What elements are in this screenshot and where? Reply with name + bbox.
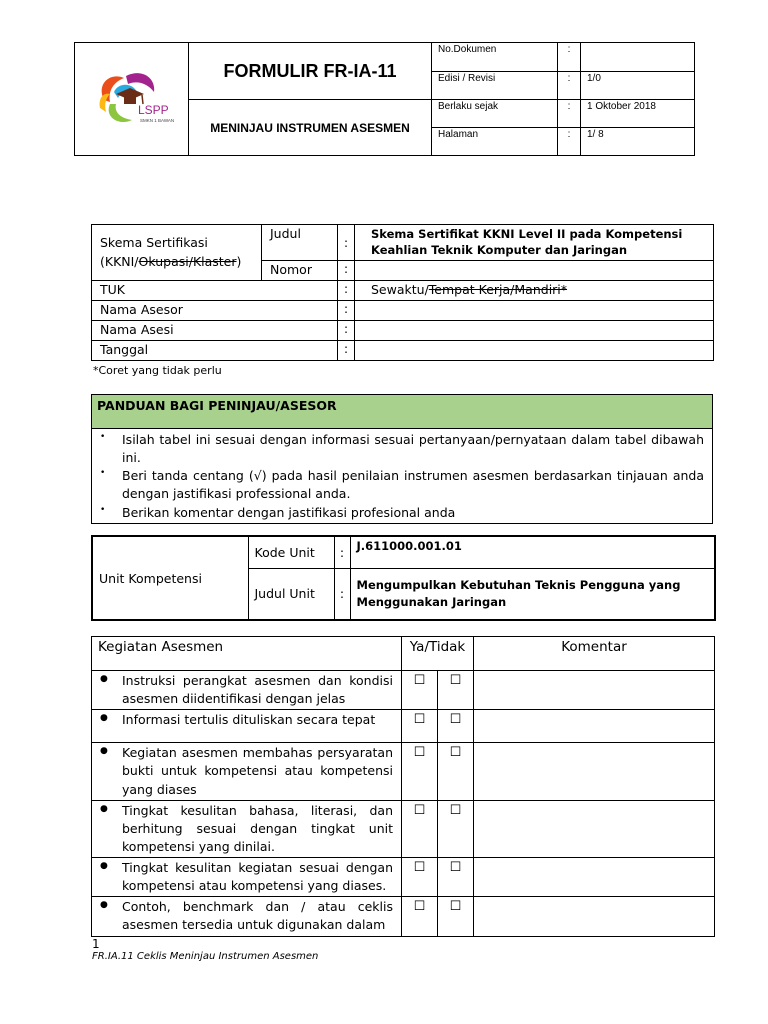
panduan-item: • Beri tanda centang (√) pada hasil penilaian instrumen asesmen berdasarkan tinjauan anda dengan jastifikasi professional anda. (100, 467, 704, 503)
skema-suffix: ) (236, 253, 242, 269)
ya-checkbox[interactable]: ☐ (402, 858, 438, 897)
unit-kompetensi-table (91, 535, 716, 621)
skema-struck: Okupasi/Klaster (138, 253, 237, 269)
col-ya-tidak: Ya/Tidak (402, 637, 474, 671)
skema-prefix: (KKNI/ (100, 253, 139, 269)
tidak-checkbox[interactable]: ☐ (438, 800, 474, 857)
header-colon: : (558, 100, 581, 128)
colon: : (334, 568, 350, 620)
header-value: 1/ 8 (581, 128, 695, 156)
lspp-logo (90, 64, 174, 130)
tidak-checkbox[interactable]: ☐ (438, 743, 474, 800)
judul-label: Judul (262, 225, 338, 261)
colon: : (338, 321, 355, 341)
page-number: 1 (92, 937, 100, 951)
logo-subtext: SMKN 1 BAWANG (139, 117, 174, 123)
header-label: Berlaku sejak (432, 100, 558, 128)
skema-label-cell (92, 225, 262, 281)
kegiatan-item: ● Tingkat kesulitan kegiatan sesuai dengan kompetensi atau kompetensi yang diases. (92, 858, 402, 897)
colon: : (338, 261, 355, 281)
strike-note: *Coret yang tidak perlu (93, 364, 222, 377)
ya-checkbox[interactable]: ☐ (402, 743, 438, 800)
header-colon: : (558, 72, 581, 100)
colon: : (338, 301, 355, 321)
form-title: FORMULIR FR-IA-11 (189, 43, 432, 100)
tanggal-value (355, 341, 714, 361)
panduan-item: • Berikan komentar dengan jastifikasi profesional anda (100, 504, 704, 522)
nomor-label: Nomor (262, 261, 338, 281)
komentar-cell[interactable] (474, 710, 715, 743)
colon: : (338, 225, 355, 261)
kode-unit-label: Kode Unit (248, 536, 334, 568)
ya-checkbox[interactable]: ☐ (402, 897, 438, 936)
form-subtitle: MENINJAU INSTRUMEN ASESMEN (189, 100, 432, 156)
skema-info-table (91, 224, 714, 361)
kegiatan-item: ● Contoh, benchmark dan / atau ceklis asesmen tersedia untuk digunakan dalam (92, 897, 402, 936)
header-value (581, 43, 695, 72)
col-komentar: Komentar (474, 637, 715, 671)
unit-label: Unit Kompetensi (92, 536, 248, 620)
panduan-item: • Isilah tabel ini sesuai dengan informasi sesuai pertanyaan/pernyataan dalam tabel dibawah ini. (100, 431, 704, 467)
komentar-cell[interactable] (474, 858, 715, 897)
panduan-table (91, 394, 713, 524)
kegiatan-item: ● Instruksi perangkat asesmen dan kondisi asesmen diidentifikasi dengan jelas (92, 671, 402, 710)
header-label: Edisi / Revisi (432, 72, 558, 100)
header-label: No.Dokumen (432, 43, 558, 72)
komentar-cell[interactable] (474, 671, 715, 710)
asesor-value (355, 301, 714, 321)
kegiatan-item: ● Kegiatan asesmen membahas persyaratan bukti untuk kompetensi atau kompetensi yang diases (92, 743, 402, 800)
footer-text: FR.IA.11 Ceklis Meninjau Instrumen Asesmen (92, 951, 319, 962)
kode-unit-value: J.611000.001.01 (350, 536, 715, 568)
ya-checkbox[interactable]: ☐ (402, 671, 438, 710)
tidak-checkbox[interactable]: ☐ (438, 897, 474, 936)
logo-text: LSPP (137, 102, 169, 117)
document-header (74, 42, 695, 156)
asesor-label: Nama Asesor (92, 301, 338, 321)
colon: : (338, 341, 355, 361)
asesi-label: Nama Asesi (92, 321, 338, 341)
kegiatan-item: ● Tingkat kesulitan bahasa, literasi, dan berhitung sesuai dengan tingkat unit kompetensi yang dinilai. (92, 800, 402, 857)
tuk-struck: Tempat Kerja/Mandiri* (428, 282, 568, 298)
logo-cell (75, 43, 189, 156)
header-value: 1/0 (581, 72, 695, 100)
header-label: Halaman (432, 128, 558, 156)
kegiatan-item: ● Informasi tertulis dituliskan secara tepat (92, 710, 402, 743)
header-colon: : (558, 43, 581, 72)
judul-unit-label: Judul Unit (248, 568, 334, 620)
tuk-label: TUK (92, 281, 338, 301)
panduan-title: PANDUAN BAGI PENINJAU/ASESOR (92, 395, 713, 429)
komentar-cell[interactable] (474, 897, 715, 936)
tidak-checkbox[interactable]: ☐ (438, 671, 474, 710)
tuk-value (355, 281, 714, 301)
tanggal-label: Tanggal (92, 341, 338, 361)
komentar-cell[interactable] (474, 743, 715, 800)
skema-label: Skema Sertifikasi (100, 234, 208, 250)
asesi-value (355, 321, 714, 341)
tuk-prefix: Sewaktu/ (371, 282, 429, 298)
header-value: 1 Oktober 2018 (581, 100, 695, 128)
ya-checkbox[interactable]: ☐ (402, 800, 438, 857)
col-kegiatan: Kegiatan Asesmen (92, 637, 402, 671)
tidak-checkbox[interactable]: ☐ (438, 858, 474, 897)
ya-checkbox[interactable]: ☐ (402, 710, 438, 743)
kegiatan-asesmen-table (91, 636, 715, 937)
colon: : (338, 281, 355, 301)
panduan-body (92, 429, 713, 524)
header-colon: : (558, 128, 581, 156)
komentar-cell[interactable] (474, 800, 715, 857)
tidak-checkbox[interactable]: ☐ (438, 710, 474, 743)
judul-value: Skema Sertifikat KKNI Level II pada Kompetensi Keahlian Teknik Komputer dan Jaringan (355, 225, 714, 261)
nomor-value (355, 261, 714, 281)
judul-unit-value: Mengumpulkan Kebutuhan Teknis Pengguna yang Menggunakan Jaringan (350, 568, 715, 620)
colon: : (334, 536, 350, 568)
